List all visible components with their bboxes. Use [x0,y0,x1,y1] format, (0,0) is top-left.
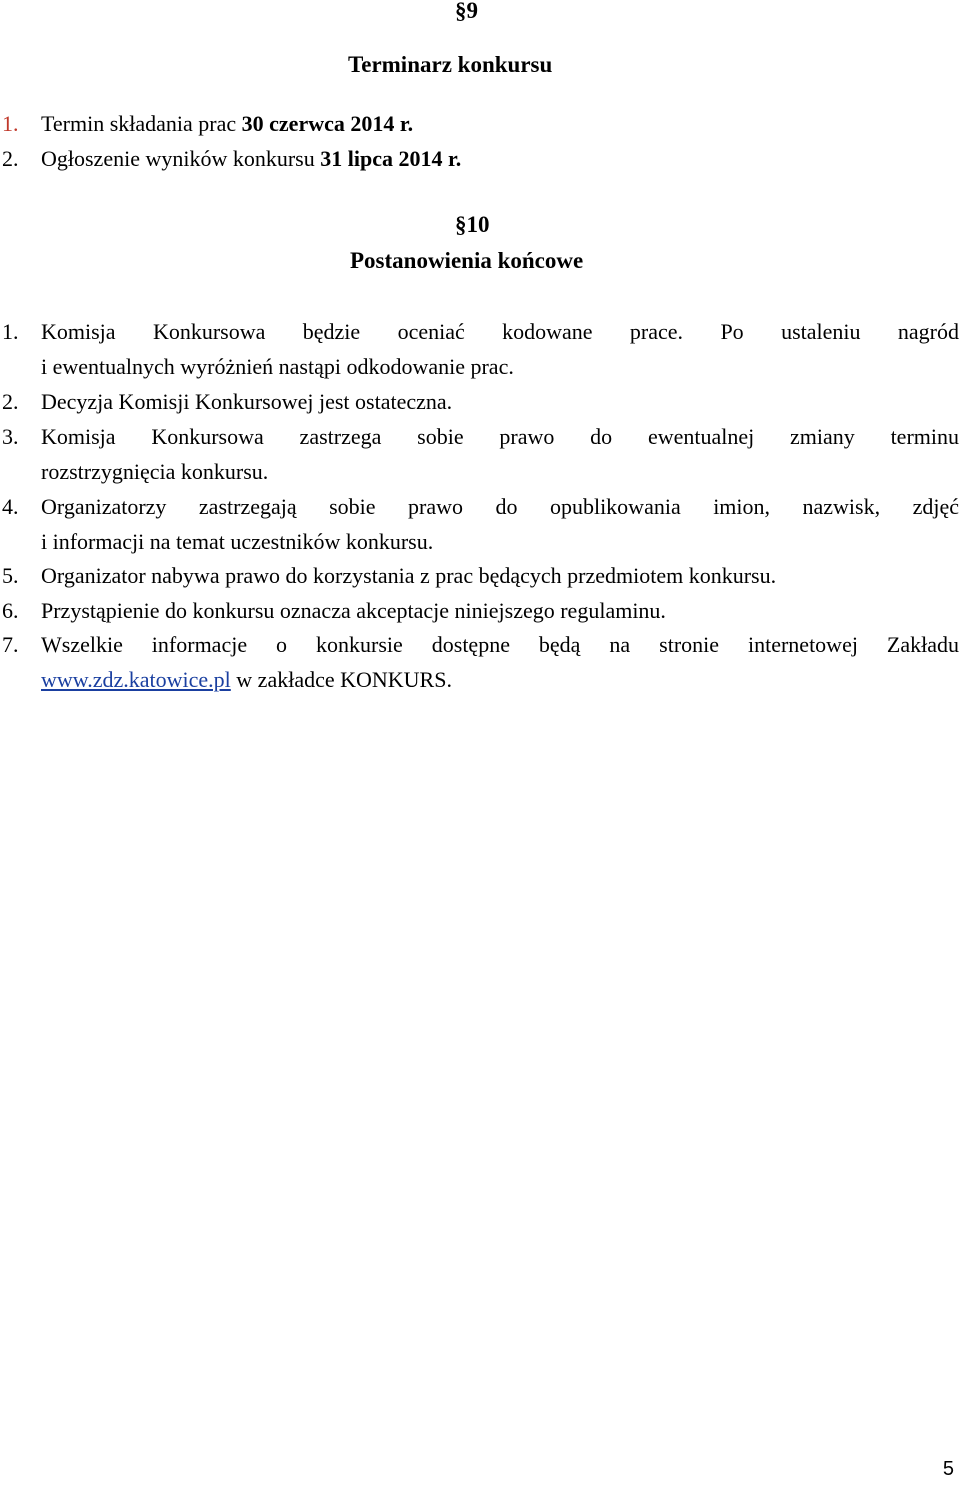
list-item-text: i ewentualnych wyróżnień nastąpi odkodowanie prac. [41,354,514,379]
section-10-mark: §10 [455,212,490,237]
list-item-text: Wszelkie informacje o konkursie dostępne będą na stronie internetowej Zakładu [41,632,959,657]
list-item-number: 5. [2,563,19,588]
list-item-number: 7. [2,632,19,657]
list-item-text: Organizator nabywa prawo do korzystania z prac będących przedmiotem konkursu. [41,563,777,588]
list-item-number: 6. [2,598,19,623]
website-link[interactable]: www.zdz.katowice.pl [41,667,231,692]
list-item-number: 1. [2,111,19,136]
list-item-number: 2. [2,389,19,414]
list-item-text: Komisja Konkursowa zastrzega sobie prawo do ewentualnej zmiany terminu [41,424,959,449]
list-item-text: Termin składania prac [41,111,242,136]
list-item-text: i informacji na temat uczestników konkursu. [41,529,434,554]
list-item-text: Ogłoszenie wyników konkursu [41,146,321,171]
list-item-text: Komisja Konkursowa będzie oceniać kodowane prace. Po ustaleniu nagród [41,319,959,344]
list-item-text: Organizatorzy zastrzegają sobie prawo do opublikowania imion, nazwisk, zdjęć [41,494,959,519]
submission-deadline: 30 czerwca 2014 r. [241,111,414,136]
page-number: 5 [942,1458,954,1480]
list-item-text: w zakładce KONKURS. [230,667,452,692]
list-item-text: Przystąpienie do konkursu oznacza akceptacje niniejszego regulaminu. [41,598,666,623]
list-item-number: 3. [2,424,19,449]
results-date: 31 lipca 2014 r. [320,146,462,171]
list-item-number: 4. [2,494,19,519]
list-item-number: 1. [2,319,19,344]
list-item-text: Decyzja Komisji Konkursowej jest ostateczna. [41,389,453,414]
section-10-title: Postanowienia końcowe [350,248,584,273]
section-9-title: Terminarz konkursu [348,52,553,77]
list-item-number: 2. [2,146,19,171]
section-9-mark: §9 [455,0,478,23]
list-item-text: rozstrzygnięcia konkursu. [41,459,269,484]
